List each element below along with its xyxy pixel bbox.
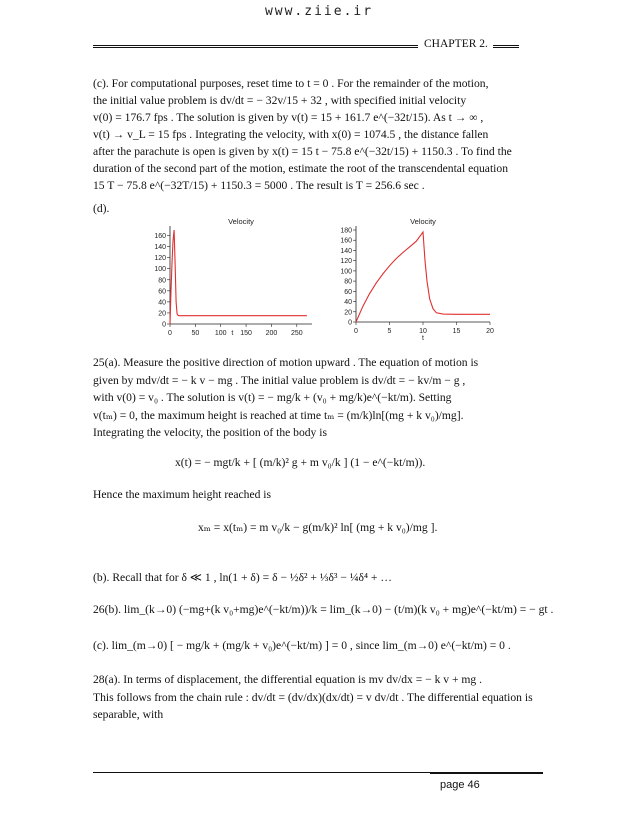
chart-title: Velocity [410, 217, 436, 226]
x-tick-label: 0 [168, 330, 172, 337]
y-tick-label: 20 [158, 310, 166, 318]
velocity-series-line [356, 232, 490, 322]
y-tick-label: 40 [344, 299, 352, 307]
y-tick-label: 120 [154, 255, 166, 263]
page-number: page 46 [440, 779, 480, 791]
x-tick-label: 50 [191, 330, 200, 337]
text-line: 15 T − 75.8 e^(−32T/15) + 1150.3 = 5000 . The result is T = 256.6 sec . [93, 179, 425, 192]
y-tick-label: 100 [154, 266, 166, 274]
y-tick-label: 0 [162, 321, 166, 329]
header-rule-right [493, 45, 519, 46]
text-line: 25(a). Measure the positive direction of motion upward . The equation of motion is [93, 356, 479, 369]
y-tick-label: 80 [158, 277, 166, 285]
paragraph-25b: (b). Recall that for δ ≪ 1 , ln(1 + δ) = δ − ½δ² + ⅓δ³ − ¼δ⁴ + … [93, 571, 392, 584]
y-tick-label: 0 [348, 319, 352, 327]
text-line: after the parachute is open is given by x(t) = 15 t − 75.8 e^(−32t/15) + 1150.3 . To find the [93, 145, 512, 158]
y-tick-label: 180 [340, 227, 352, 235]
velocity-series-line [170, 230, 307, 324]
text-line: the initial value problem is dv/dt = − 32v/15 + 32 , with specified initial velocity [93, 94, 467, 107]
x-tick-label: 0 [354, 328, 358, 335]
text-line: 28(a). In terms of displacement, the differential equation is mv dv/dx = − k v + mg . [93, 673, 483, 686]
x-axis-label: t [231, 330, 234, 337]
header-rule [93, 45, 418, 46]
site-watermark: www.ziie.ir [264, 4, 374, 19]
y-tick-label: 60 [344, 288, 352, 296]
text-line: v(tₘ) = 0, the maximum height is reached at time tₘ = (m/k)ln[(mg + k v₀)/mg]. [93, 409, 464, 422]
velocity-chart-right [320, 212, 500, 342]
text-line: Integrating the velocity, the position of the body is [93, 426, 327, 439]
y-tick-label: 40 [158, 299, 166, 307]
paragraph-26b: 26(b). lim_(k→0) (−mg+(k v₀+mg)e^(−kt/m))/k = lim_(k→0) − (t/m)(k v₀ + mg)e^(−kt/m) = − gt . [93, 603, 554, 616]
header-rule-bold [93, 47, 418, 48]
y-tick-label: 120 [340, 258, 352, 266]
equation-position: x(t) = − mgt/k + [ (m/k)² g + m v₀/k ] (1 − e^(−kt/m)). [175, 456, 426, 469]
text-line: (c). For computational purposes, reset time to t = 0 . For the remainder of the motion, [93, 77, 489, 90]
y-tick-label: 160 [340, 237, 352, 245]
text-line: Hence the maximum height reached is [93, 488, 272, 501]
x-tick-label: 100 [214, 330, 227, 337]
y-tick-label: 140 [154, 244, 166, 252]
text-line: This follows from the chain rule : dv/dt = (dv/dx)(dx/dt) = v dv/dt . The differential equation is [93, 691, 533, 704]
x-tick-label: 20 [486, 328, 494, 335]
y-tick-label: 80 [344, 278, 352, 286]
x-tick-label: 5 [387, 328, 392, 335]
y-tick-label: 160 [154, 233, 166, 241]
x-tick-label: 200 [265, 330, 278, 337]
footer-rule-right [430, 772, 543, 774]
velocity-chart-left [130, 212, 320, 342]
y-tick-label: 60 [158, 288, 166, 296]
text-line: v(t) → v_L = 15 fps . Integrating the velocity, with x(0) = 1074.5 , the distance fallen [93, 128, 489, 141]
text-line: duration of the second part of the motion, estimate the root of the transcendental equation [93, 162, 508, 175]
chapter-heading: CHAPTER 2. [424, 38, 488, 50]
text-line: with v(0) = v₀ . The solution is v(t) = − mg/k + (v₀ + mg/k)e^(−kt/m). Setting [93, 391, 452, 404]
y-tick-label: 140 [340, 247, 352, 255]
equation-max-height: xₘ = x(tₘ) = m v₀/k − g(m/k)² ln[ (mg + k v₀)/mg ]. [198, 521, 438, 534]
x-tick-label: 150 [240, 330, 252, 337]
paragraph-26c: (c). lim_(m→0) [ − mg/k + (mg/k + v₀)e^(−kt/m) ] = 0 , since lim_(m→0) e^(−kt/m) = 0 . [93, 639, 511, 652]
y-tick-label: 20 [344, 309, 352, 317]
part-d-label: (d). [93, 202, 110, 215]
text-line: separable, with [93, 708, 164, 721]
x-tick-label: 10 [419, 328, 427, 335]
x-axis-label: t [422, 335, 424, 342]
x-tick-label: 250 [290, 330, 303, 337]
chart-title: Velocity [228, 217, 254, 226]
y-tick-label: 100 [340, 268, 352, 276]
x-tick-label: 15 [452, 328, 461, 335]
text-line: v(0) = 176.7 fps . The solution is given by v(t) = 15 + 161.7 e^(−32t/15). As t → ∞ , [93, 111, 484, 124]
text-line: given by mdv/dt = − k v − mg . The initial value problem is dv/dt = − kv/m − g , [93, 374, 466, 387]
header-rule-right-bold [493, 47, 519, 48]
